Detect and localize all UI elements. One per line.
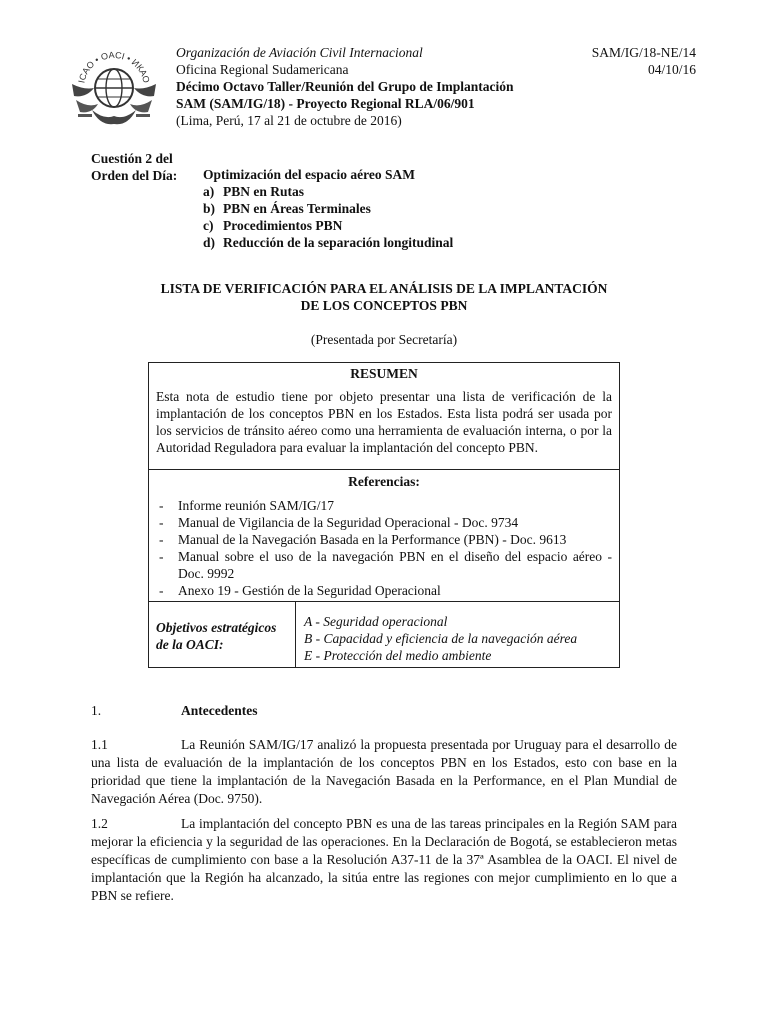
reference-text: Manual de Vigilancia de la Seguridad Operacional - Doc. 9734 <box>178 515 519 530</box>
references-list <box>159 497 612 599</box>
reference-item <box>159 548 612 582</box>
bullet-dash: - <box>159 583 164 598</box>
objectives-list <box>304 613 577 664</box>
paragraph <box>91 736 677 808</box>
agenda-item-label <box>91 150 177 184</box>
reference-text: Manual de la Navegación Basada en la Performance (PBN) - Doc. 9613 <box>178 532 567 547</box>
icao-emblem-icon <box>66 38 162 134</box>
agenda-subitem-text: PBN en Rutas <box>223 184 305 199</box>
agenda-label-line2: Orden del Día: <box>91 168 178 183</box>
objectives-column-divider <box>295 601 296 667</box>
objective-item: B - Capacidad y eficiencia de la navegación aérea <box>304 631 578 646</box>
meeting-place-date: (Lima, Perú, 17 al 21 de octubre de 2016) <box>176 113 402 128</box>
meeting-title-line2: SAM (SAM/IG/18) - Proyecto Regional RLA/06/901 <box>176 96 475 111</box>
meeting-title-line1: Décimo Octavo Taller/Reunión del Grupo de Implantación <box>176 79 514 94</box>
agenda-subitem-letter: a) <box>203 184 215 199</box>
references-heading: Referencias: <box>348 474 420 489</box>
paragraph-number: 1.1 <box>91 737 108 752</box>
logo-lettering: ICAO • OACI • ИКАО <box>76 49 152 84</box>
reference-text: Informe reunión SAM/IG/17 <box>178 498 334 513</box>
agenda-subitem <box>203 183 453 200</box>
agenda-subitem <box>203 234 453 251</box>
reference-text: Manual sobre el uso de la navegación PBN en el diseño del espacio aéreo - Doc. 9992 <box>178 549 612 581</box>
section-number: 1. <box>91 703 102 718</box>
agenda-subitem-text: Procedimientos PBN <box>223 218 343 233</box>
agenda-subitem <box>203 200 453 217</box>
section-title: Antecedentes <box>181 703 258 718</box>
bullet-dash: - <box>159 532 164 547</box>
presented-by: (Presentada por Secretaría) <box>310 332 458 347</box>
agenda-title: Optimización del espacio aéreo SAM <box>203 167 415 182</box>
regional-office: Oficina Regional Sudamericana <box>176 62 349 77</box>
document-date: 04/10/16 <box>647 62 696 77</box>
bullet-dash: - <box>159 549 164 564</box>
document-reference: SAM/IG/18-NE/14 <box>591 45 696 60</box>
document-title-line1: LISTA DE VERIFICACIÓN PARA EL ANÁLISIS DE LA IMPLANTACIÓN <box>160 281 608 296</box>
agenda-subitem-text: Reducción de la separación longitudinal <box>223 235 454 250</box>
summary-divider <box>149 469 619 470</box>
reference-item <box>159 497 612 514</box>
paragraph <box>91 815 677 905</box>
reference-item <box>159 514 612 531</box>
header-left <box>176 44 514 129</box>
bullet-dash: - <box>159 498 164 513</box>
references-divider <box>149 601 619 602</box>
objectives-label: Objetivos estratégicos de la OACI: <box>156 620 277 652</box>
bullet-dash: - <box>159 515 164 530</box>
organization-name: Organización de Aviación Civil Internacional <box>176 45 423 60</box>
summary-box <box>148 362 620 668</box>
reference-text: Anexo 19 - Gestión de la Seguridad Operacional <box>178 583 441 598</box>
agenda-subitem-letter: d) <box>203 235 216 250</box>
summary-text: Esta nota de estudio tiene por objeto presentar una lista de verificación de la implantación de los conceptos PBN en los Estados. Esta lista podrá ser usada por los servicios de tránsito aéreo como una herramienta de evaluación interna, o por la Autoridad Reguladora para evaluar la implantación del concepto PBN. <box>156 389 612 455</box>
agenda-content <box>203 166 453 251</box>
agenda-subitem-letter: b) <box>203 201 216 216</box>
reference-item <box>159 582 612 599</box>
section-heading <box>91 703 391 721</box>
paragraph-text: La Reunión SAM/IG/17 analizó la propuesta presentada por Uruguay para el desarrollo de una lista de evaluación de la implantación de los conceptos PBN en los Estados, esto con base en la prioridad que tiene la implantación de la Navegación Basada en la Performance, en el Plan Mundial de Navegación Aérea (Doc. 9750). <box>91 737 677 806</box>
summary-heading: RESUMEN <box>350 366 418 381</box>
objective-item: E - Protección del medio ambiente <box>304 648 492 663</box>
paragraph-text: La implantación del concepto PBN es una de las tareas principales en la Región SAM para mejorar la eficiencia y la seguridad de las operaciones. En la Declaración de Bogotá, se establecieron metas específicas de cumplimiento con base a la Resolución A37-11 de la 37ª Asamblea de la OACI. El nivel de implantación que la Región ha alcanzado, la sitúa entre las regiones con mejor cumplimiento en lo que a PBN se refiere. <box>91 816 677 903</box>
agenda-subitem-text: PBN en Áreas Terminales <box>223 201 371 216</box>
icao-logo <box>66 38 162 134</box>
objective-item: A - Seguridad operacional <box>304 614 448 629</box>
document-title-line2: DE LOS CONCEPTOS PBN <box>300 298 468 313</box>
document-title <box>0 280 768 314</box>
agenda-subitem <box>203 217 453 234</box>
agenda-label-line1: Cuestión 2 del <box>91 151 173 166</box>
header-right <box>592 44 696 78</box>
agenda-subitem-letter: c) <box>203 218 214 233</box>
paragraph-number: 1.2 <box>91 816 108 831</box>
reference-item <box>159 531 612 548</box>
